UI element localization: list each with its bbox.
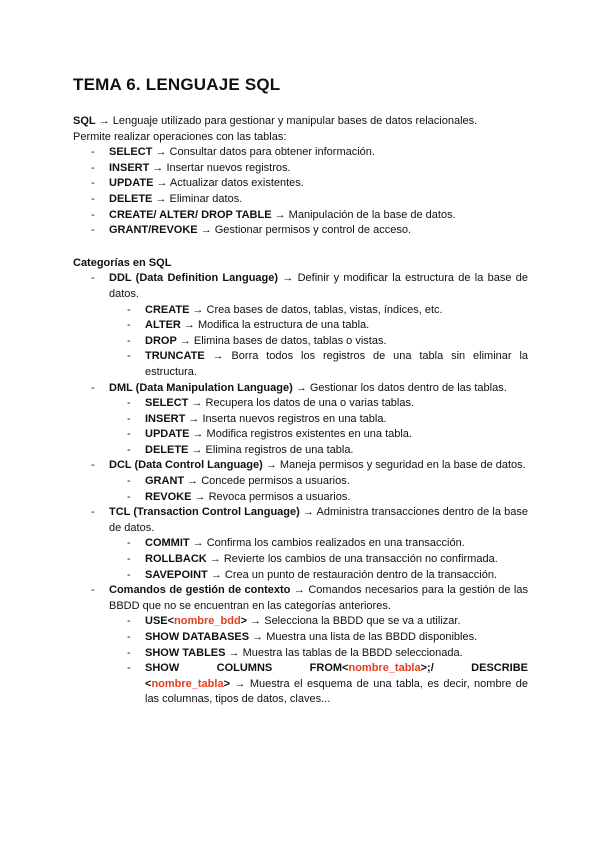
category-tcl: - TCL (Transaction Control Language) → Administra transacciones dentro de la base de datos. - COMMIT → Confirma los cambios realizados en una transacción. - ROLLBACK → Revierte los cambios de una transacción no confirmada. - SAVEPOINT → Crea un punto de restauración dentro de la transacción.	[73, 505, 528, 583]
list-item: - TRUNCATE → Borra todos los registros de una tabla sin eliminar la estructura.	[109, 349, 528, 380]
categories-list	[73, 271, 528, 708]
list-item: - CREATE → Crea bases de datos, tablas, vistas, índices, etc.	[109, 303, 528, 319]
list-item: - CREATE/ ALTER/ DROP TABLE → Manipulación de la base de datos.	[73, 208, 528, 224]
category-context: - Comandos de gestión de contexto → Comandos necesarios para la gestión de las BBDD que no se encuentran en las categorías anteriores. - USE<nombre_bdd> → Selecciona la BBDD que se va a utilizar. - SHOW DATABASES → Muestra una lista de las BBDD disponibles. - SHOW TABLES → Muestra las tablas de la BBDD seleccionada. - SHOW COLUMNS FROM<nombre_tabla>;/ DESCRIBE <nombre_tabla> → Muestra el esquema de una tabla, es decir, nombre de las columnas, tipos de datos, claves...	[73, 583, 528, 708]
operations-list	[73, 145, 528, 239]
list-item: - SELECT → Consultar datos para obtener información.	[73, 145, 528, 161]
list-item: - UPDATE → Actualizar datos existentes.	[73, 176, 528, 192]
list-item: - GRANT/REVOKE → Gestionar permisos y control de acceso.	[73, 223, 528, 239]
list-item: - DROP → Elimina bases de datos, tablas o vistas.	[109, 334, 528, 350]
show-columns-line2: <nombre_tabla> → Muestra el esquema de una tabla, es decir, nombre de las columnas, tipos de datos, claves...	[145, 677, 528, 706]
list-item: - SELECT → Recupera los datos de una o varias tablas.	[109, 396, 528, 412]
list-item: - INSERT → Insertar nuevos registros.	[73, 161, 528, 177]
list-item: - UPDATE → Modifica registros existentes en una tabla.	[109, 427, 528, 443]
list-item: - SHOW TABLES → Muestra las tablas de la BBDD seleccionada.	[109, 646, 528, 662]
page-title: TEMA 6. LENGUAJE SQL	[73, 75, 281, 94]
list-item: - REVOKE → Revoca permisos a usuarios.	[109, 490, 528, 506]
list-item: - GRANT → Concede permisos a usuarios.	[109, 474, 528, 490]
list-item	[109, 661, 528, 708]
intro-paragraph	[73, 114, 528, 130]
category-dcl: - DCL (Data Control Language) → Maneja permisos y seguridad en la base de datos. - GRANT → Concede permisos a usuarios. - REVOKE → Revoca permisos a usuarios.	[73, 458, 528, 505]
intro-text: → Lenguaje utilizado para gestionar y manipular bases de datos relacionales.	[98, 115, 478, 127]
category-dml: - DML (Data Manipulation Language) → Gestionar los datos dentro de las tablas. - SELECT → Recupera los datos de una o varias tablas. - INSERT → Inserta nuevos registros en una tabla. - UPDATE → Modifica registros existentes en una tabla. - DELETE → Elimina registros de una tabla.	[73, 381, 528, 459]
list-item: - SAVEPOINT → Crea un punto de restauración dentro de la transacción.	[109, 568, 528, 584]
tcl-commands	[73, 536, 528, 583]
document-page	[73, 74, 528, 708]
list-item: - DELETE → Elimina registros de una tabla.	[109, 443, 528, 459]
list-item: - USE<nombre_bdd> → Selecciona la BBDD que se va a utilizar.	[109, 614, 528, 630]
list-item: - ALTER → Modifica la estructura de una tabla.	[109, 318, 528, 334]
category-ddl: - DDL (Data Definition Language) → Definir y modificar la estructura de la base de datos. - CREATE → Crea bases de datos, tablas, vistas, índices, etc. - ALTER → Modifica la estructura de una tabla. - DROP → Elimina bases de datos, tablas o vistas. - TRUNCATE → Borra todos los registros de una tabla sin eliminar la estructura.	[73, 271, 528, 380]
show-columns-line1: - SHOW COLUMNS FROM<nombre_tabla>;/ DESCRIBE	[145, 662, 529, 675]
intro-line2: Permite realizar operaciones con las tablas:	[73, 130, 287, 143]
categories-heading: Categorías en SQL	[73, 256, 172, 269]
intro-term: SQL	[73, 115, 96, 127]
list-item: - ROLLBACK → Revierte los cambios de una transacción no confirmada.	[109, 552, 528, 568]
list-item: - INSERT → Inserta nuevos registros en una tabla.	[109, 412, 528, 428]
dcl-commands	[73, 474, 528, 505]
list-item: - SHOW DATABASES → Muestra una lista de las BBDD disponibles.	[109, 630, 528, 646]
ddl-commands	[73, 303, 528, 381]
list-item: - COMMIT → Confirma los cambios realizados en una transacción.	[109, 536, 528, 552]
list-item: - DELETE → Eliminar datos.	[73, 192, 528, 208]
context-commands	[73, 614, 528, 708]
dml-commands	[73, 396, 528, 458]
